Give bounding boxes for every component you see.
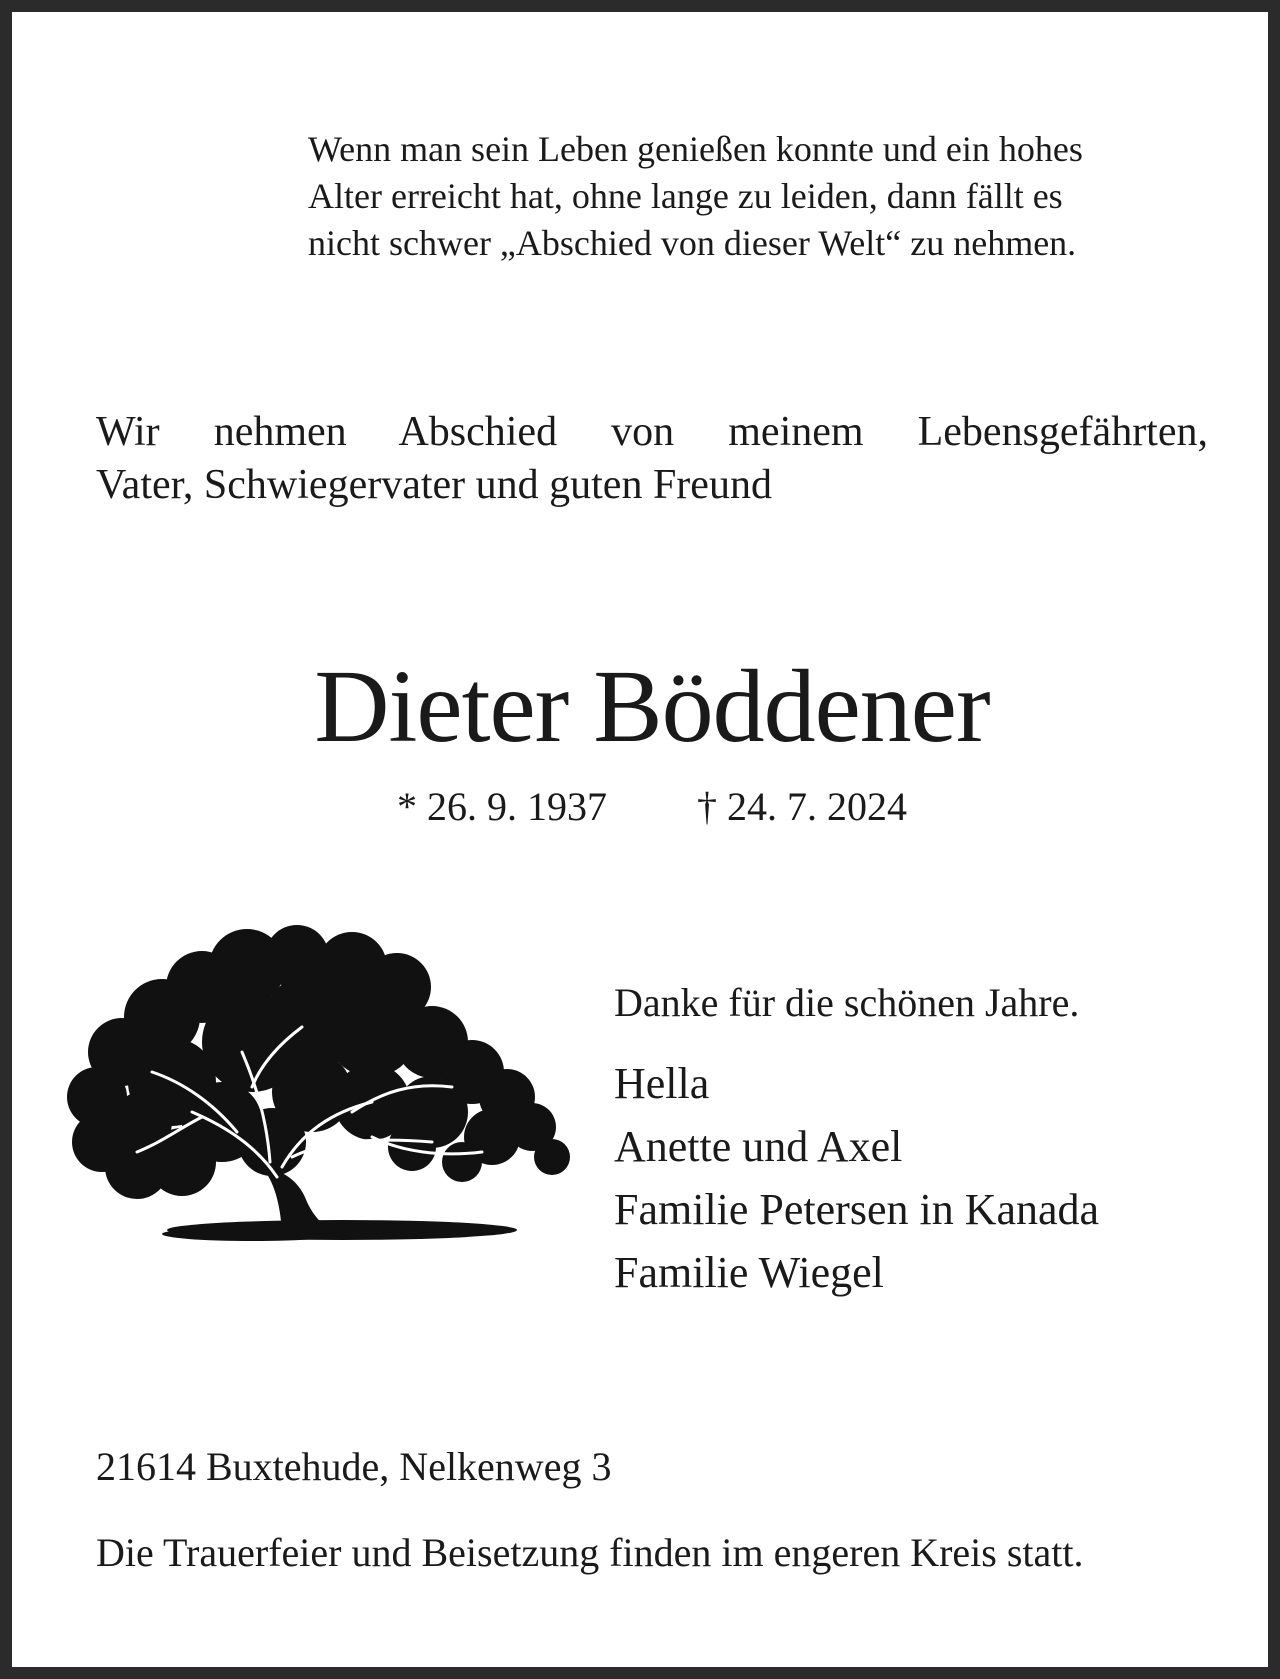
quote-line: Alter erreicht hat, ohne lange zu leiden, dann fällt es: [308, 176, 1063, 216]
family-member: Hella: [614, 1059, 710, 1108]
deceased-name: Dieter Böddener: [314, 649, 990, 764]
intro-line: Wir nehmen Abschied von meinem Lebensgefährten,: [96, 409, 1208, 455]
thanks-text: Danke für die schönen Jahre.: [614, 980, 1080, 1025]
birth-date: * 26. 9. 1937: [397, 784, 607, 829]
tree-illustration-icon: [52, 912, 587, 1252]
family-member: Familie Wiegel: [614, 1248, 884, 1297]
family-member: Anette und Axel: [614, 1122, 903, 1171]
quote-line: nicht schwer „Abschied von dieser Welt“ zu nehmen.: [308, 223, 1077, 263]
quote-line: Wenn man sein Leben genießen konnte und ein hohes: [308, 129, 1083, 169]
address: 21614 Buxtehude, Nelkenweg 3: [96, 1444, 612, 1489]
ceremony-note: Die Trauerfeier und Beisetzung finden im engeren Kreis statt.: [96, 1530, 1084, 1575]
intro-line: Vater, Schwiegervater und guten Freund: [96, 462, 772, 508]
death-date: † 24. 7. 2024: [697, 784, 907, 829]
intro-text: [96, 406, 1208, 512]
memorial-quote: [308, 126, 1228, 267]
life-dates: [12, 782, 1280, 832]
family-member: Familie Petersen in Kanada: [614, 1185, 1100, 1234]
family-list: [614, 1052, 1099, 1304]
